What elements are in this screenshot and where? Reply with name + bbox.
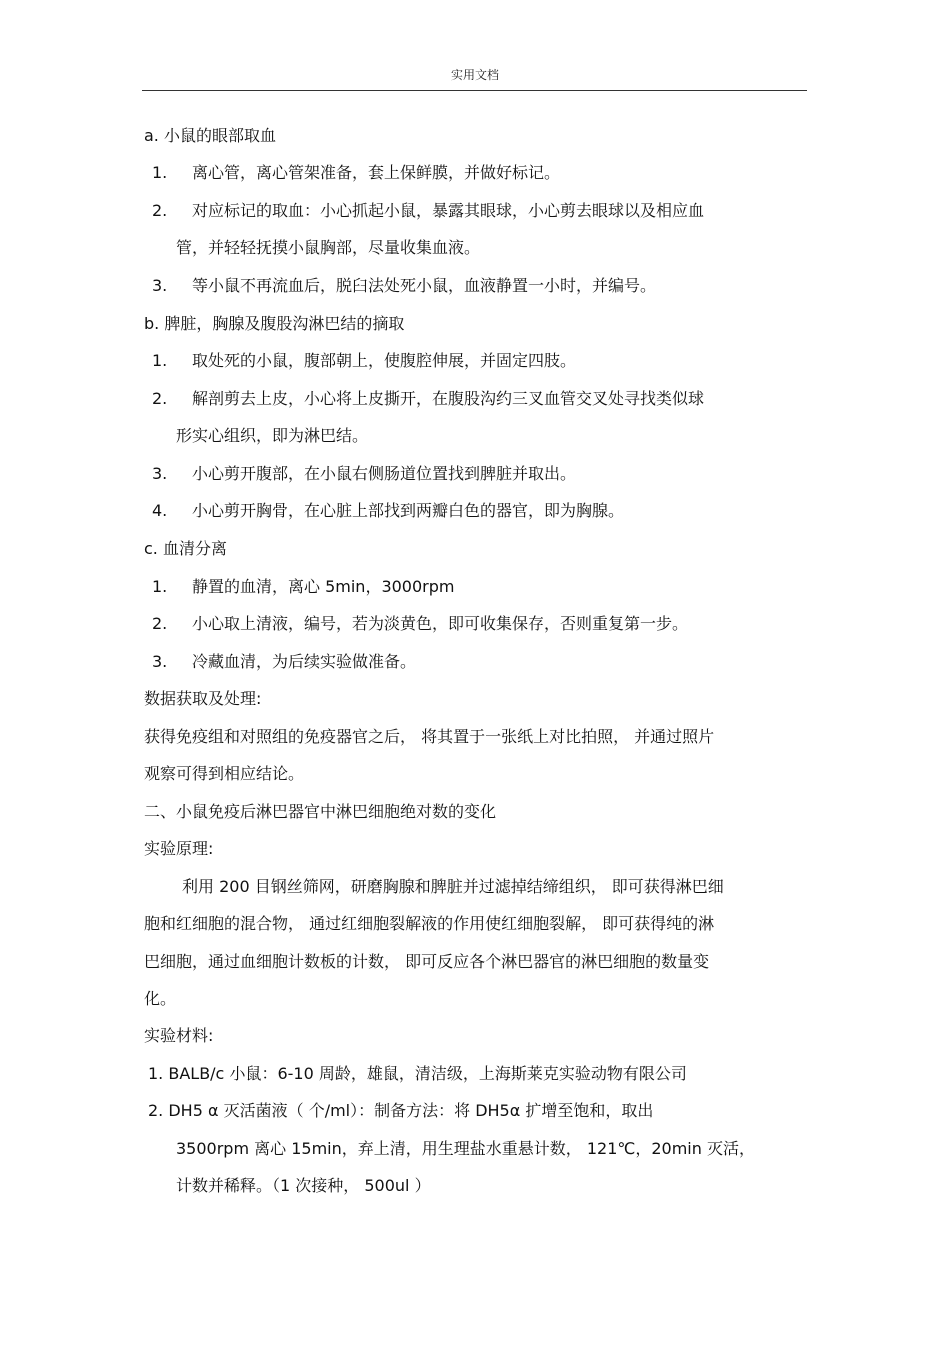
step-text: 小心取上清液，编号，若为淡黄色，即可收集保存，否则重复第一步。 [192,614,689,633]
step-number: 1. [152,577,168,596]
paragraph-line: 化。 [144,989,177,1008]
paragraph-line: 利用 200 目钢丝筛网，研磨胸腺和脾脏并过滤掉结缔组织， 即可获得淋巴细 [182,877,724,896]
step-number: 4. [152,501,168,520]
step-number: 2. [152,201,168,220]
section-two-title: 二、小鼠免疫后淋巴器官中淋巴细胞绝对数的变化 [144,802,497,821]
step-text-continuation: 形实心组织，即为淋巴结。 [176,426,369,445]
section-a-title: a. 小鼠的眼部取血 [144,126,276,145]
step-text: 对应标记的取血：小心抓起小鼠，暴露其眼球，小心剪去眼球以及相应血 [192,201,705,220]
paragraph-line: 观察可得到相应结论。 [144,764,305,783]
material-item: 1. BALB/c 小鼠：6-10 周龄，雄鼠，清洁级，上海斯莱克实验动物有限公司 [148,1064,687,1083]
material-item-continuation: 计数并稀释。（1 次接种， 500ul ） [176,1176,431,1195]
section-b-title: b. 脾脏，胸腺及腹股沟淋巴结的摘取 [144,314,405,333]
step-number: 1. [152,351,168,370]
step-text: 冷藏血清，为后续实验做准备。 [192,652,417,671]
data-heading: 数据获取及处理: [144,689,262,708]
materials-heading: 实验材料: [144,1026,214,1045]
step-number: 3. [152,276,168,295]
step-number: 3. [152,464,168,483]
step-number: 3. [152,652,168,671]
step-text-continuation: 管，并轻轻抚摸小鼠胸部，尽量收集血液。 [176,238,481,257]
step-text: 离心管，离心管架准备，套上保鲜膜，并做好标记。 [192,163,561,182]
paragraph-line: 获得免疫组和对照组的免疫器官之后， 将其置于一张纸上对比拍照， 并通过照片 [144,727,715,746]
step-text: 等小鼠不再流血后，脱臼法处死小鼠，血液静置一小时，并编号。 [192,276,657,295]
principle-heading: 实验原理: [144,839,214,858]
step-text: 取处死的小鼠，腹部朝上，使腹腔伸展，并固定四肢。 [192,351,577,370]
section-c-title: c. 血清分离 [144,539,227,558]
step-text: 小心剪开腹部，在小鼠右侧肠道位置找到脾脏并取出。 [192,464,577,483]
material-item: 2. DH5 α 灭活菌液（ 个/ml）：制备方法：将 DH5α 扩增至饱和，取出 [148,1101,654,1120]
step-text: 小心剪开胸骨，在心脏上部找到两瓣白色的器官，即为胸腺。 [192,501,625,520]
step-number: 2. [152,389,168,408]
step-text: 静置的血清，离心 5min，3000rpm [192,577,455,596]
step-number: 2. [152,614,168,633]
step-number: 1. [152,163,168,182]
header-divider [142,90,807,91]
step-text: 解剖剪去上皮，小心将上皮撕开，在腹股沟约三叉血管交叉处寻找类似球 [192,389,705,408]
paragraph-line: 巴细胞，通过血细胞计数板的计数， 即可反应各个淋巴器官的淋巴细胞的数量变 [144,952,710,971]
material-item-continuation: 3500rpm 离心 15min，弃上清，用生理盐水重悬计数， 121℃，20min 灭活， [176,1139,755,1158]
page-header: 实用文档 [450,68,499,82]
paragraph-line: 胞和红细胞的混合物， 通过红细胞裂解液的作用使红细胞裂解， 即可获得纯的淋 [144,914,715,933]
